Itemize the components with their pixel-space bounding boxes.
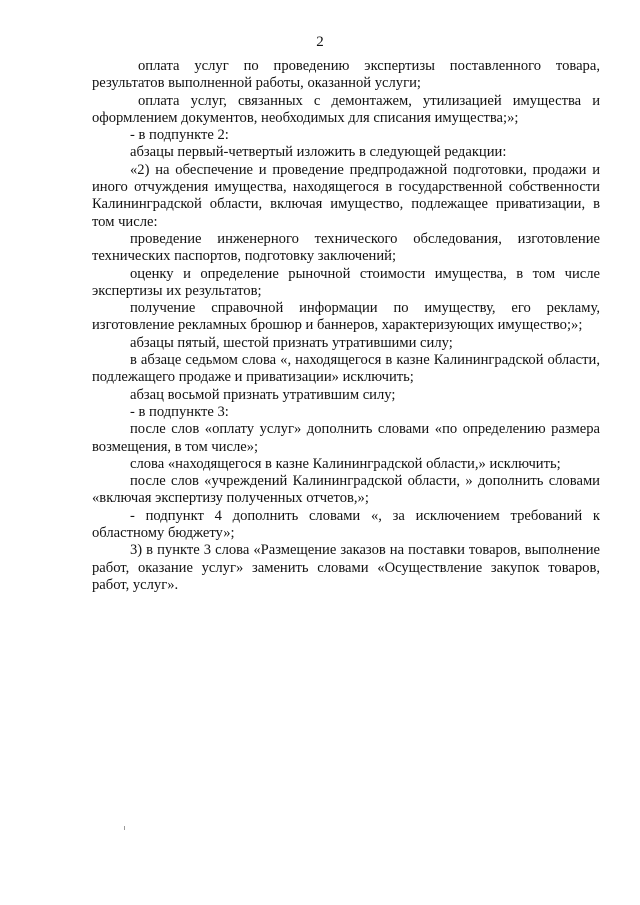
paragraph-valuation: оценку и определение рыночной стоимости имущества, в том числе экспертизы их результатов; [92, 265, 600, 299]
paragraph-presale-preparation: «2) на обеспечение и проведение предпродажной подготовки, продажи и иного отчуждения имущества, находящегося в государственной собственности Калининградской области, включая имущество, подлежащее приватизации, в том числе: [92, 161, 600, 230]
paragraph-subpoint-2-heading: - в подпункте 2: [130, 127, 229, 144]
paragraph-expertise-payment: оплата услуг по проведению экспертизы поставленного товара, результатов выполненной работы, оказанной услуги; [92, 58, 600, 92]
scan-mark [124, 826, 125, 830]
paragraph-subpoint-3-heading: - в подпункте 3: [130, 403, 229, 420]
paragraph-dismantling-payment: оплата услуг, связанных с демонтажем, утилизацией имущества и оформлением документов, необходимых для списания имущества;»; [92, 92, 600, 126]
paragraph-subpoint-2-instruction: абзацы первый-четвертый изложить в следующей редакции: [130, 144, 507, 161]
paragraph-paragraph-7-amendment: в абзаце седьмом слова «, находящегося в казне Калининградской области, подлежащего продаже и приватизации» исключить; [92, 352, 600, 386]
paragraph-paragraph-8-repeal: абзац восьмой признать утратившим силу; [130, 386, 396, 403]
paragraph-technical-inspection: проведение инженерного технического обследования, изготовление технических паспортов, подготовку заключений; [92, 230, 600, 265]
paragraph-institutions-addition: после слов «учреждений Калининградской области, » дополнить словами «включая экспертизу полученных отчетов,»; [92, 473, 600, 507]
paragraph-point-3-replacement: 3) в пункте 3 слова «Размещение заказов на поставки товаров, выполнение работ, оказание услуг» заменить словами «Осуществление закупок товаров, работ, услуг». [92, 542, 600, 593]
paragraph-treasury-words-removal: слова «находящегося в казне Калининградской области,» исключить; [130, 455, 561, 472]
page-number: 2 [316, 34, 324, 50]
paragraph-service-payment-addition: после слов «оплату услуг» дополнить словами «по определению размера возмещения, в том числе»; [92, 421, 600, 455]
paragraph-paragraphs-5-6-repeal: абзацы пятый, шестой признать утратившими силу; [130, 334, 453, 351]
paragraph-subpoint-4-addition: - подпункт 4 дополнить словами «, за исключением требований к областному бюджету»; [92, 507, 600, 542]
paragraph-reference-info: получение справочной информации по имуществу, его рекламу, изготовление рекламных брошюр и баннеров, характеризующих имущество;»; [92, 300, 600, 334]
document-body [92, 58, 600, 594]
